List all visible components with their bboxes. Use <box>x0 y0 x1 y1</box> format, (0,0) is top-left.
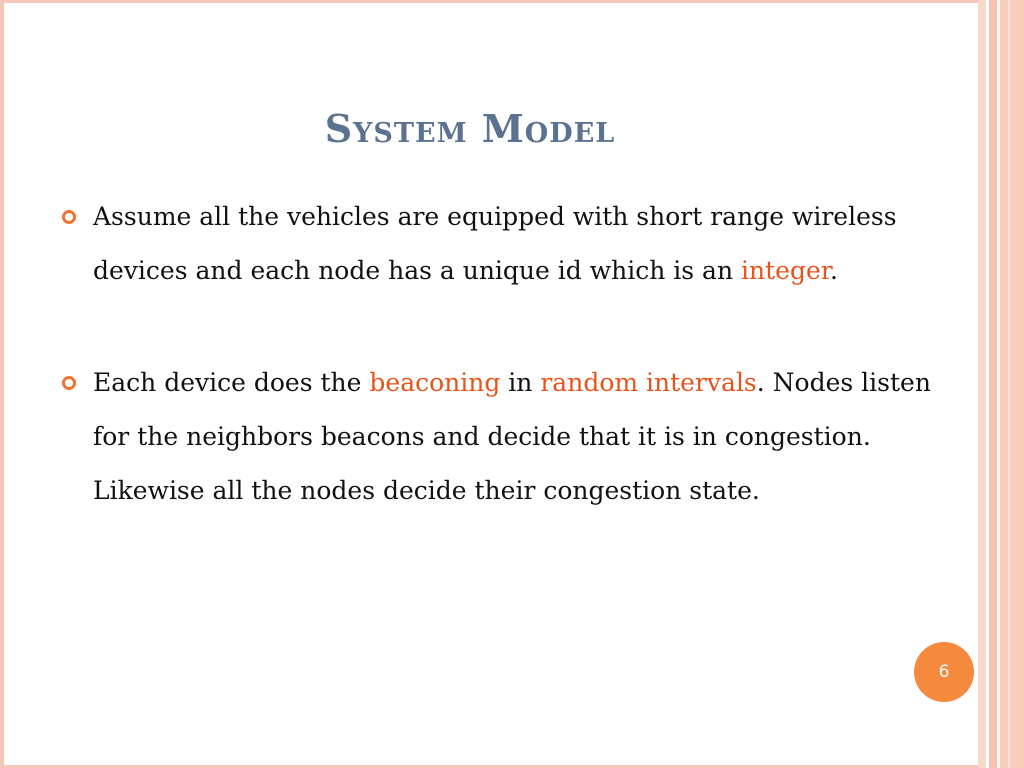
highlight-text: integer <box>741 256 830 285</box>
bullet-text: . <box>829 256 838 285</box>
slide-title: System Model <box>324 106 616 151</box>
bullet-list <box>62 190 952 518</box>
bullet-circle-icon <box>62 376 76 390</box>
bullet-text: Assume all the vehicles are equipped with short range wireless devices and each node has a unique id which is an <box>93 202 897 285</box>
bullet-text: in <box>500 368 541 397</box>
bullet-item <box>62 356 952 518</box>
bullet-circle-icon <box>62 210 76 224</box>
page-number: 6 <box>938 662 950 682</box>
right-decorative-band <box>1000 0 1024 768</box>
top-border-line <box>0 0 980 3</box>
highlight-text: random intervals <box>540 368 757 397</box>
bullet-item <box>62 190 952 298</box>
right-decorative-line <box>1008 0 1010 768</box>
highlight-text: beaconing <box>369 368 501 397</box>
bullet-text: Each device does the <box>93 368 370 397</box>
bullet-text: . Nodes listen for the neighbors beacons and decide that it is in congestion. Likewise all the nodes decide their congestion state. <box>93 368 931 505</box>
right-decorative-stripe <box>978 0 986 768</box>
right-decorative-stripe <box>989 0 997 768</box>
page-number-badge <box>914 642 974 702</box>
